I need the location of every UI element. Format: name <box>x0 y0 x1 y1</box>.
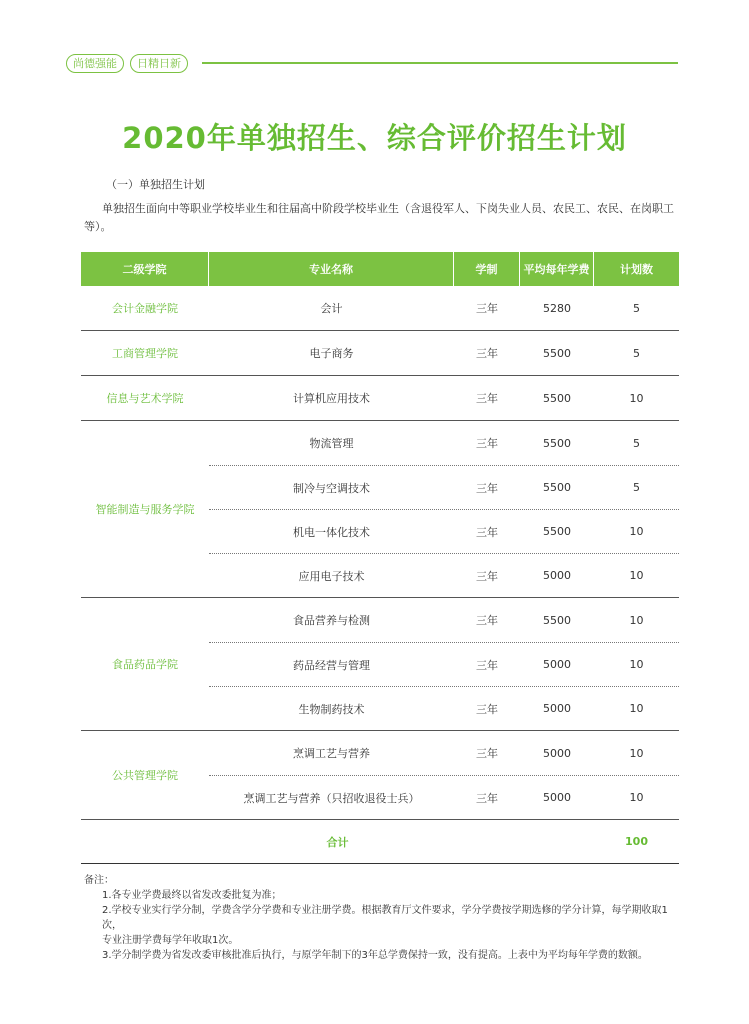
total-row <box>81 820 679 864</box>
fee-cell: 5000 <box>543 746 571 760</box>
plan-cell: 10 <box>629 613 644 627</box>
note-item: 3.学分制学费为省发改委审核批准后执行，与原学年制下的3年总学费保持一致，没有提高。上表中为平均每年学费的数额。 <box>102 950 648 961</box>
major-name: 应用电子技术 <box>298 569 365 583</box>
years-cell: 三年 <box>476 481 498 495</box>
fee-cell: 5000 <box>543 569 571 582</box>
header-years: 学制 <box>454 252 520 286</box>
major-name: 烹调工艺与营养 <box>293 747 370 760</box>
college-group <box>81 421 679 598</box>
college-group <box>81 286 679 331</box>
intro-paragraph: 单独招生面向中等职业学校毕业生和往届高中阶段学校毕业生（含退役军人、下岗失业人员、农民工、农民、在岗职工等）。 <box>84 202 674 233</box>
table-row <box>209 376 679 420</box>
fee-cell: 5000 <box>543 658 571 671</box>
years-cell: 三年 <box>476 658 498 672</box>
major-name: 计算机应用技术 <box>293 392 370 405</box>
notes <box>84 873 684 963</box>
table-row <box>209 421 679 465</box>
motto-pill-2: 日精日新 <box>130 54 188 73</box>
fee-cell: 5280 <box>543 301 571 315</box>
college-group <box>81 598 679 731</box>
table-row <box>209 553 679 597</box>
table-row <box>209 286 679 330</box>
header-college: 二级学院 <box>81 252 209 286</box>
fee-cell: 5500 <box>543 525 571 538</box>
college-name: 公共管理学院 <box>112 769 178 782</box>
years-cell: 三年 <box>476 747 498 760</box>
years-cell: 三年 <box>476 791 498 805</box>
college-name: 信息与艺术学院 <box>106 392 184 405</box>
years-cell: 三年 <box>476 437 498 450</box>
years-cell: 三年 <box>476 302 498 315</box>
major-name: 烹调工艺与营养（只招收退役士兵） <box>243 791 420 805</box>
plan-cell: 10 <box>629 658 644 671</box>
note-item: 1.各专业学费最终以省发改委批复为准； <box>102 890 282 901</box>
section-title: （一）单独招生计划 <box>106 178 205 191</box>
college-name: 会计金融学院 <box>112 302 178 315</box>
table-body <box>81 286 679 820</box>
fee-cell: 5500 <box>543 391 571 405</box>
years-cell: 三年 <box>476 525 498 539</box>
plan-cell: 5 <box>633 481 640 494</box>
note-item: 2.学校专业实行学分制，学费含学分学费和专业注册学费。根据教育厅文件要求，学分学费按学期选修的学分计算，每学期收取1次， <box>102 905 668 931</box>
total-value: 100 <box>625 835 648 848</box>
plan-cell: 10 <box>629 391 644 405</box>
table-row <box>209 598 679 642</box>
page-header <box>66 53 678 73</box>
major-name: 药品经营与管理 <box>293 658 370 672</box>
college-group <box>81 731 679 820</box>
fee-cell: 5000 <box>543 702 571 715</box>
fee-cell: 5000 <box>543 791 571 804</box>
fee-cell: 5500 <box>543 481 571 494</box>
table-header <box>81 252 679 286</box>
major-name: 生物制药技术 <box>298 702 365 716</box>
header-plan: 计划数 <box>620 263 653 276</box>
plan-cell: 10 <box>629 569 644 582</box>
college-name: 智能制造与服务学院 <box>95 503 195 516</box>
plan-cell: 10 <box>629 702 644 715</box>
table-row <box>209 465 679 509</box>
table-row <box>209 331 679 375</box>
plan-cell: 5 <box>633 436 640 450</box>
years-cell: 三年 <box>476 702 498 716</box>
notes-label: 备注： <box>84 875 114 886</box>
college-group <box>81 376 679 421</box>
plan-cell: 5 <box>633 346 640 360</box>
table-row <box>209 686 679 730</box>
major-name: 食品营养与检测 <box>293 614 370 627</box>
enrollment-table <box>81 252 679 864</box>
table-row <box>209 775 679 819</box>
header-fee: 平均每年学费 <box>520 252 594 286</box>
table-row <box>209 509 679 553</box>
years-cell: 三年 <box>476 569 498 583</box>
total-label: 合计 <box>326 835 349 849</box>
table-row <box>209 731 679 775</box>
note-item: 专业注册学费每学年收取1次。 <box>102 935 239 946</box>
college-group <box>81 331 679 376</box>
table-row <box>209 642 679 686</box>
plan-cell: 10 <box>629 746 644 760</box>
major-name: 制冷与空调技术 <box>293 481 370 495</box>
plan-cell: 5 <box>633 301 640 315</box>
page-title: 2020年单独招生、综合评价招生计划 <box>122 121 627 155</box>
major-name: 机电一体化技术 <box>293 525 370 539</box>
plan-cell: 10 <box>629 525 644 538</box>
fee-cell: 5500 <box>543 346 571 360</box>
header-divider <box>202 62 678 64</box>
years-cell: 三年 <box>476 392 498 405</box>
years-cell: 三年 <box>476 347 498 360</box>
college-name: 工商管理学院 <box>112 347 178 360</box>
years-cell: 三年 <box>476 614 498 627</box>
fee-cell: 5500 <box>543 436 571 450</box>
fee-cell: 5500 <box>543 613 571 627</box>
college-name: 食品药品学院 <box>112 658 178 671</box>
major-name: 电子商务 <box>309 347 354 360</box>
header-major: 专业名称 <box>209 252 454 286</box>
plan-cell: 10 <box>629 791 644 804</box>
major-name: 会计 <box>320 302 343 315</box>
major-name: 物流管理 <box>309 437 354 450</box>
motto-pill-1: 尚德强能 <box>66 54 124 73</box>
